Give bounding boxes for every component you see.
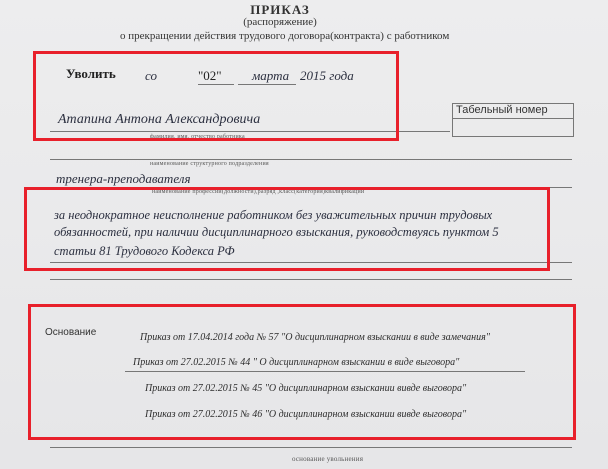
- tab-number-divider: [452, 118, 574, 119]
- dismiss-day: "02": [198, 68, 222, 83]
- dismiss-year: 2015 года: [300, 68, 354, 83]
- basis-item-3: Приказ от 27.02.2015 № 45 "О дисциплинарном взыскании вивде выговора": [145, 383, 467, 394]
- basis-underline: [50, 447, 572, 448]
- reason-line-3: статьи 81 Трудового Кодекса РФ: [54, 244, 235, 258]
- document-title: ПРИКАЗ: [250, 2, 310, 17]
- basis-footer-caption: основание увольнения: [292, 455, 364, 463]
- dismiss-label: Уволить: [66, 66, 116, 81]
- highlight-box-employee: [33, 51, 399, 141]
- highlight-box-reason: [24, 187, 550, 271]
- highlight-box-basis: [28, 304, 576, 440]
- tab-number-label: Табельный номер: [456, 104, 548, 116]
- dismiss-month: марта: [252, 68, 290, 83]
- dismiss-prefix: со: [145, 68, 157, 83]
- document-subtitle: (распоряжение): [243, 16, 317, 28]
- reason-line-1: за неоднократное неисполнение работником без уважительных причин трудовых: [54, 208, 493, 222]
- document-description: о прекращении действия трудового договора(контракта) с работником: [120, 30, 450, 42]
- department-line: [50, 159, 572, 160]
- name-caption: фамилия, имя, отчество работника: [150, 134, 245, 140]
- employee-name: Атапина Антона Александровича: [58, 112, 261, 127]
- reason-line-extra: [50, 279, 572, 280]
- basis-item-2: Приказ от 27.02.2015 № 44 " О дисциплинарном взыскании в виде выговора": [133, 357, 460, 368]
- department-caption: наименование структурного подразделения: [150, 161, 269, 167]
- reason-line-2: обязанностей, при наличии дисциплинарного взыскания, руководствуясь пунктом 5: [54, 225, 499, 239]
- position-caption: наименование профессии(должности),разряд ,класс(категория)квалификации: [152, 189, 365, 195]
- basis-label: Основание: [45, 327, 97, 338]
- basis-item-1: Приказ от 17.04.2014 года № 57 "О дисциплинарном взыскании в виде замечания": [140, 332, 490, 343]
- basis-item-4: Приказ от 27.02.2015 № 46 "О дисциплинарном взыскании вивде выговора": [145, 409, 467, 420]
- employee-position: тренера-преподавателя: [56, 171, 191, 186]
